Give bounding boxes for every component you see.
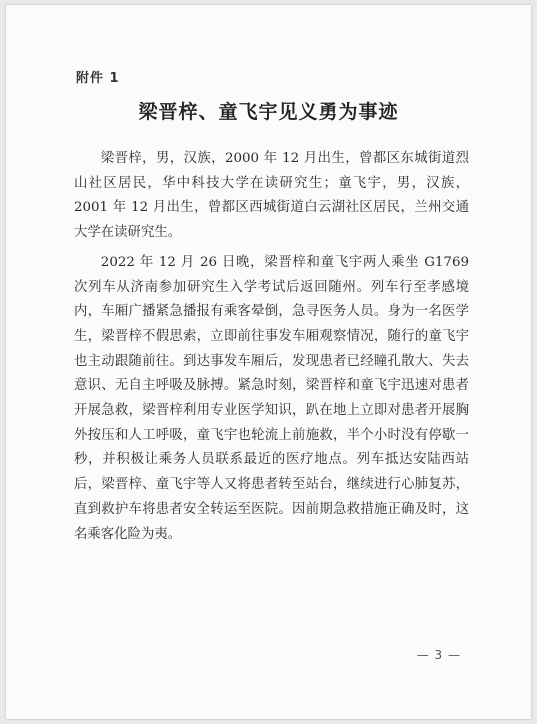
- paragraph: 梁晋梓，男，汉族，2000 年 12 月出生，曾都区东城街道烈山社区居民，华中科技大学在读研究生；童飞宇，男，汉族，2001 年 12 月出生，曾都区西城街道白云湖社区居民，兰州交通大学在读研究生。: [74, 151, 469, 241]
- attachment-label: 附件 1: [76, 71, 120, 86]
- page-number: — 3 —: [416, 648, 461, 662]
- document-title: 梁晋梓、童飞宇见义勇为事迹: [138, 101, 399, 123]
- document-body: [74, 147, 469, 552]
- paragraph: 2022 年 12 月 26 日晚，梁晋梓和童飞宇两人乘坐 G1769 次列车从济南参加研究生入学考试后返回随州。列车行至孝感境内，车厢广播紧急播报有乘客晕倒，急寻医务人员。身为一名医学生，梁晋梓不假思索，立即前往事发车厢观察情况，随行的童飞宇也主动跟随前往。到达事发车厢后，发现患者已经瞳孔散大、失去意识、无自主呼吸及脉搏。紧急时刻，梁晋梓和童飞宇迅速对患者开展急救，梁晋梓利用专业医学知识，趴在地上立即对患者开展胸外按压和人工呼吸，童飞宇也轮流上前施救，半个小时没有停歇一秒，并积极让乘务人员联系最近的医疗地点。列车抵达安陆西站后，梁晋梓、童飞宇等人又将患者转至站台，继续进行心肺复苏，直到救护车将患者安全转运至医院。因前期急救措施正确及时，这名乘客化险为夷。: [74, 254, 469, 542]
- document-page: [6, 5, 531, 719]
